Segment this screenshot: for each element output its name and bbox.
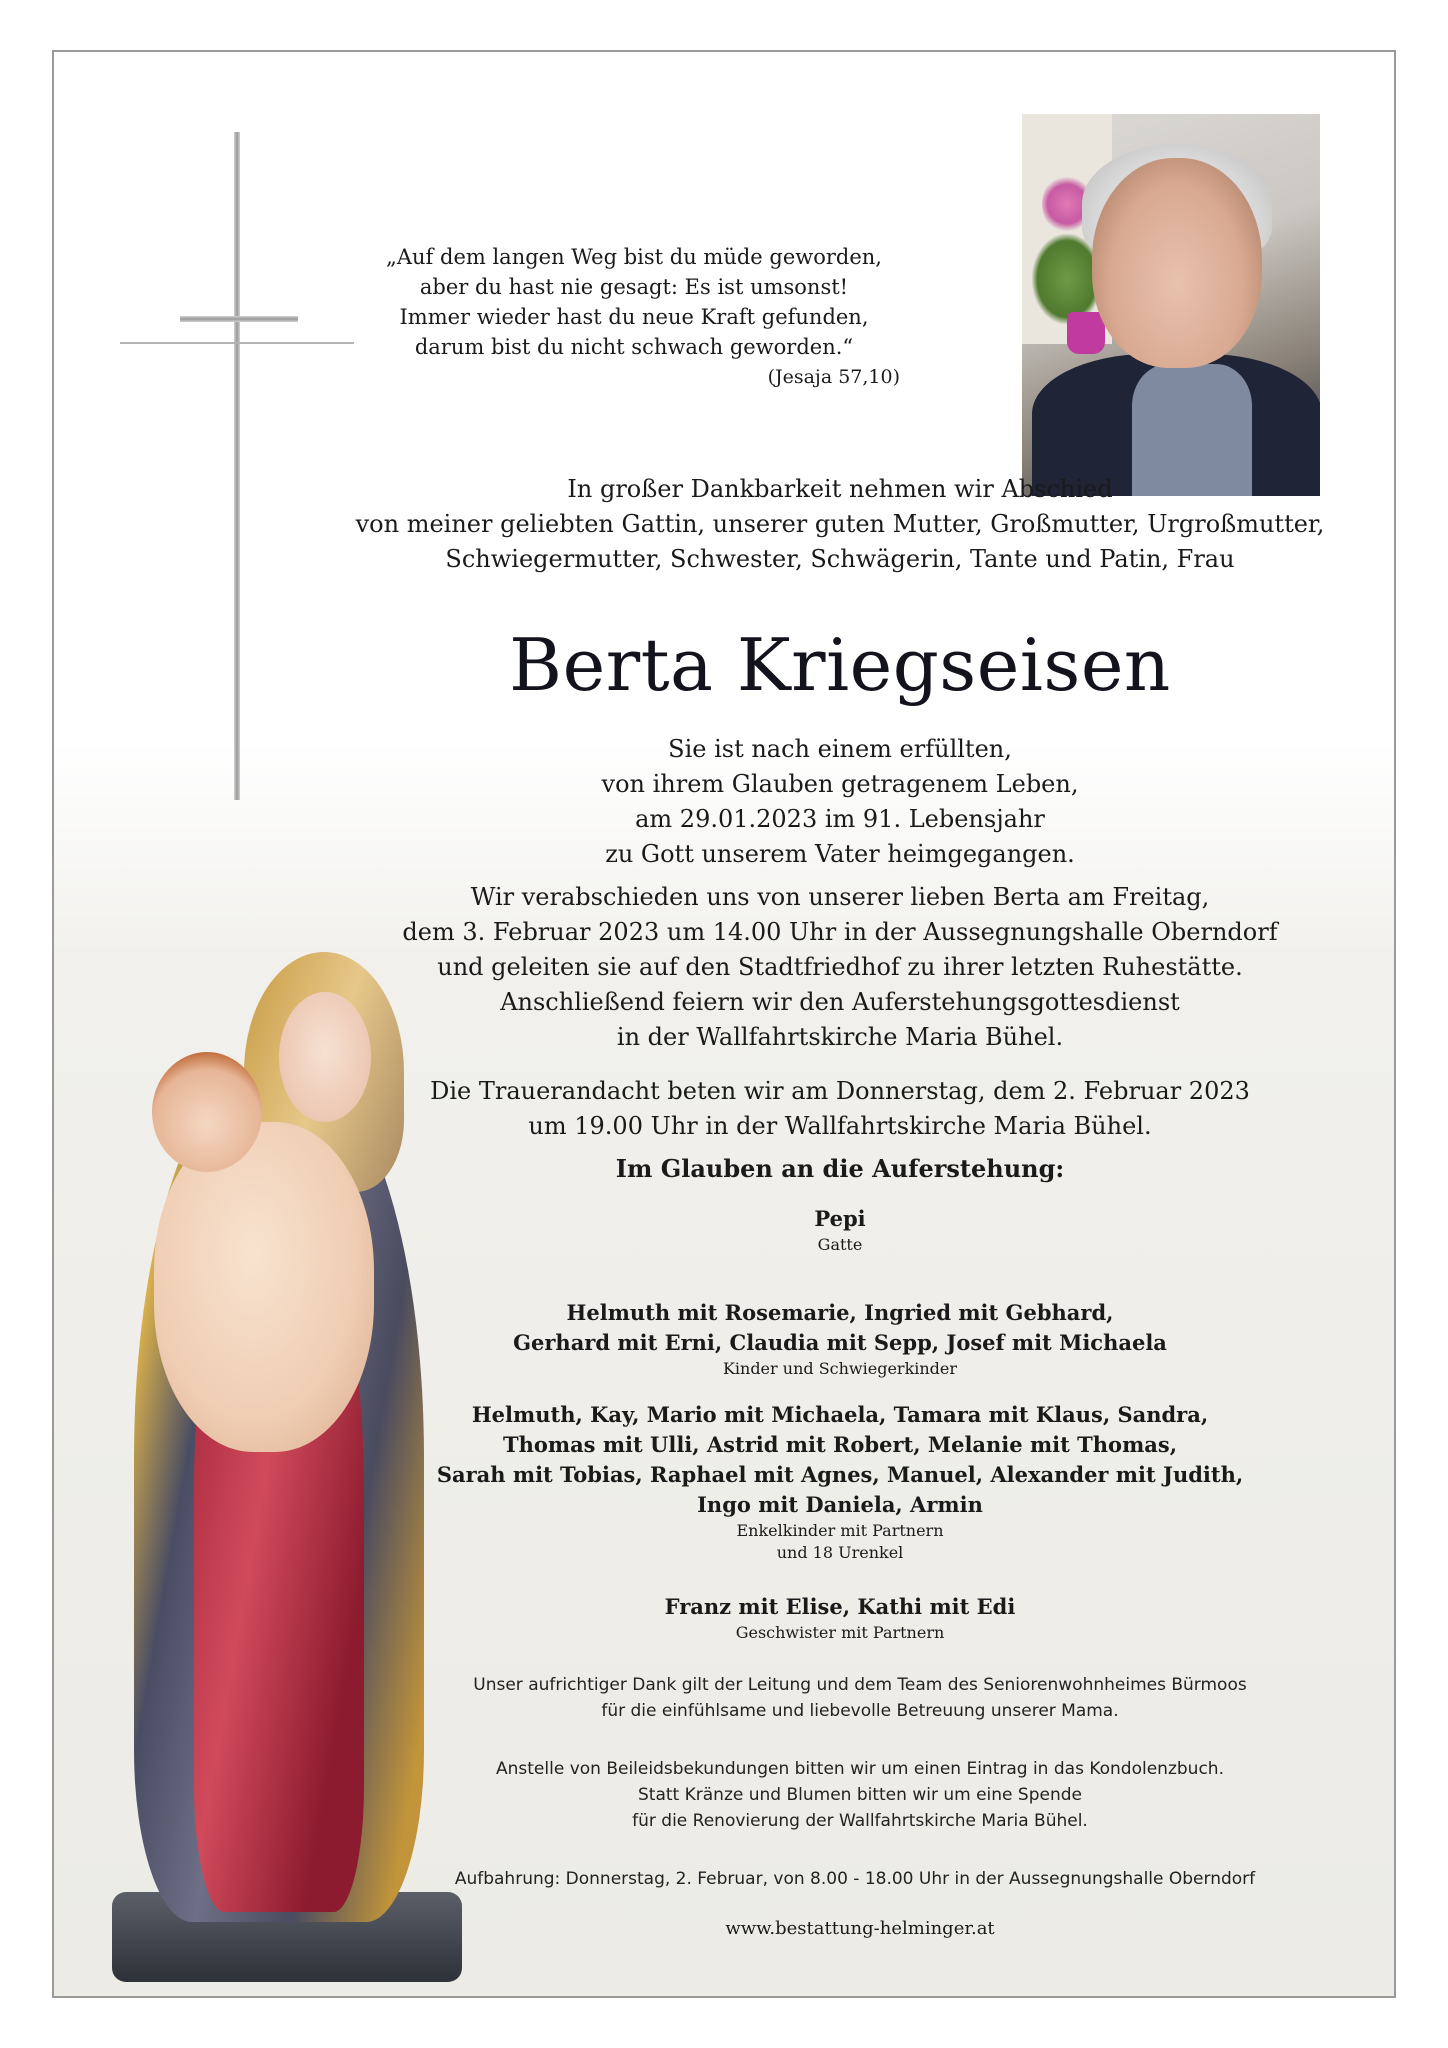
quote-line: darum bist du nicht schwach geworden.“ — [414, 335, 854, 359]
intro-line: Schwiegermutter, Schwester, Schwägerin, Tante und Patin, Frau — [445, 545, 1235, 573]
funeral-line: dem 3. Februar 2023 um 14.00 Uhr in der Aussegnungshalle Oberndorf — [402, 918, 1278, 946]
website-link[interactable]: www.bestattung-helminger.at — [725, 1918, 995, 1939]
quote-line: Immer wieder hast du neue Kraft gefunden, — [399, 305, 869, 329]
family-names: Helmuth, Kay, Mario mit Michaela, Tamara mit Klaus, Sandra, — [471, 1402, 1209, 1427]
viewing-text: Aufbahrung: Donnerstag, 2. Februar, von 8.00 - 18.00 Uhr in der Aussegnungshalle Oberndorf — [454, 1869, 1256, 1889]
thanks-line: Unser aufrichtiger Dank gilt der Leitung und dem Team des Seniorenwohnheimes Bürmoos — [473, 1675, 1247, 1695]
quote-line: „Auf dem langen Weg bist du müde geworden, — [385, 245, 882, 269]
family-siblings — [330, 1592, 1350, 1644]
donation-text — [360, 1756, 1360, 1834]
family-names: Thomas mit Ulli, Astrid mit Robert, Melanie mit Thomas, — [502, 1432, 1178, 1457]
donation-line: Anstelle von Beileidsbekundungen bitten wir um einen Eintrag in das Kondolenzbuch. — [496, 1759, 1224, 1779]
prayer-text — [330, 1074, 1350, 1144]
funeral-text — [330, 880, 1350, 1055]
prayer-line: um 19.00 Uhr in der Wallfahrtskirche Maria Bühel. — [528, 1112, 1152, 1140]
funeral-line: Anschließend feiern wir den Auferstehungsgottesdienst — [500, 988, 1180, 1016]
intro-line: In großer Dankbarkeit nehmen wir Abschied — [567, 475, 1113, 503]
family-names: Sarah mit Tobias, Raphael mit Agnes, Manuel, Alexander mit Judith, — [436, 1462, 1244, 1487]
passing-line: Sie ist nach einem erfüllten, — [668, 735, 1012, 763]
passing-text — [330, 732, 1350, 872]
portrait-photo — [1022, 114, 1320, 496]
intro-line: von meiner geliebten Gattin, unserer guten Mutter, Großmutter, Urgroßmutter, — [355, 510, 1325, 538]
family-children — [330, 1298, 1350, 1380]
family-role: und 18 Urenkel — [776, 1543, 904, 1562]
passing-line: am 29.01.2023 im 91. Lebensjahr — [635, 805, 1045, 833]
family-spouse — [330, 1204, 1350, 1256]
funeral-line: und geleiten sie auf den Stadtfriedhof zu ihrer letzten Ruhestätte. — [437, 953, 1243, 981]
family-role: Kinder und Schwiegerkinder — [722, 1359, 958, 1378]
funeral-line: Wir verabschieden uns von unserer lieben Berta am Freitag, — [470, 883, 1210, 911]
donation-line: für die Renovierung der Wallfahrtskirche Maria Bühel. — [632, 1811, 1088, 1831]
bible-quote — [354, 242, 914, 392]
family-names: Franz mit Elise, Kathi mit Edi — [664, 1594, 1016, 1619]
deceased-name: Berta Kriegseisen — [509, 623, 1171, 707]
quote-line: aber du hast nie gesagt: Es ist umsonst! — [419, 275, 849, 299]
family-grandchildren — [330, 1400, 1350, 1564]
passing-line: von ihrem Glauben getragenem Leben, — [601, 770, 1079, 798]
donation-line: Statt Kränze und Blumen bitten wir um eine Spende — [638, 1785, 1082, 1805]
prayer-line: Die Trauerandacht beten wir am Donnerstag, dem 2. Februar 2023 — [430, 1077, 1250, 1105]
passing-line: zu Gott unserem Vater heimgegangen. — [605, 840, 1075, 868]
faith-heading: Im Glauben an die Auferstehung: — [615, 1154, 1065, 1183]
thanks-text — [360, 1672, 1360, 1724]
family-role: Enkelkinder mit Partnern — [736, 1521, 944, 1540]
family-names: Ingo mit Daniela, Armin — [697, 1492, 983, 1517]
thanks-line: für die einfühlsame und liebevolle Betreuung unserer Mama. — [601, 1701, 1119, 1721]
family-names: Pepi — [814, 1206, 866, 1231]
funeral-line: in der Wallfahrtskirche Maria Bühel. — [616, 1023, 1064, 1051]
quote-source: (Jesaja 57,10) — [767, 366, 900, 388]
family-names: Gerhard mit Erni, Claudia mit Sepp, Josef mit Michaela — [513, 1330, 1167, 1355]
family-names: Helmuth mit Rosemarie, Ingried mit Gebhard, — [566, 1300, 1114, 1325]
family-role: Gatte — [817, 1235, 863, 1254]
intro-text — [330, 472, 1350, 577]
family-role: Geschwister mit Partnern — [735, 1623, 945, 1642]
